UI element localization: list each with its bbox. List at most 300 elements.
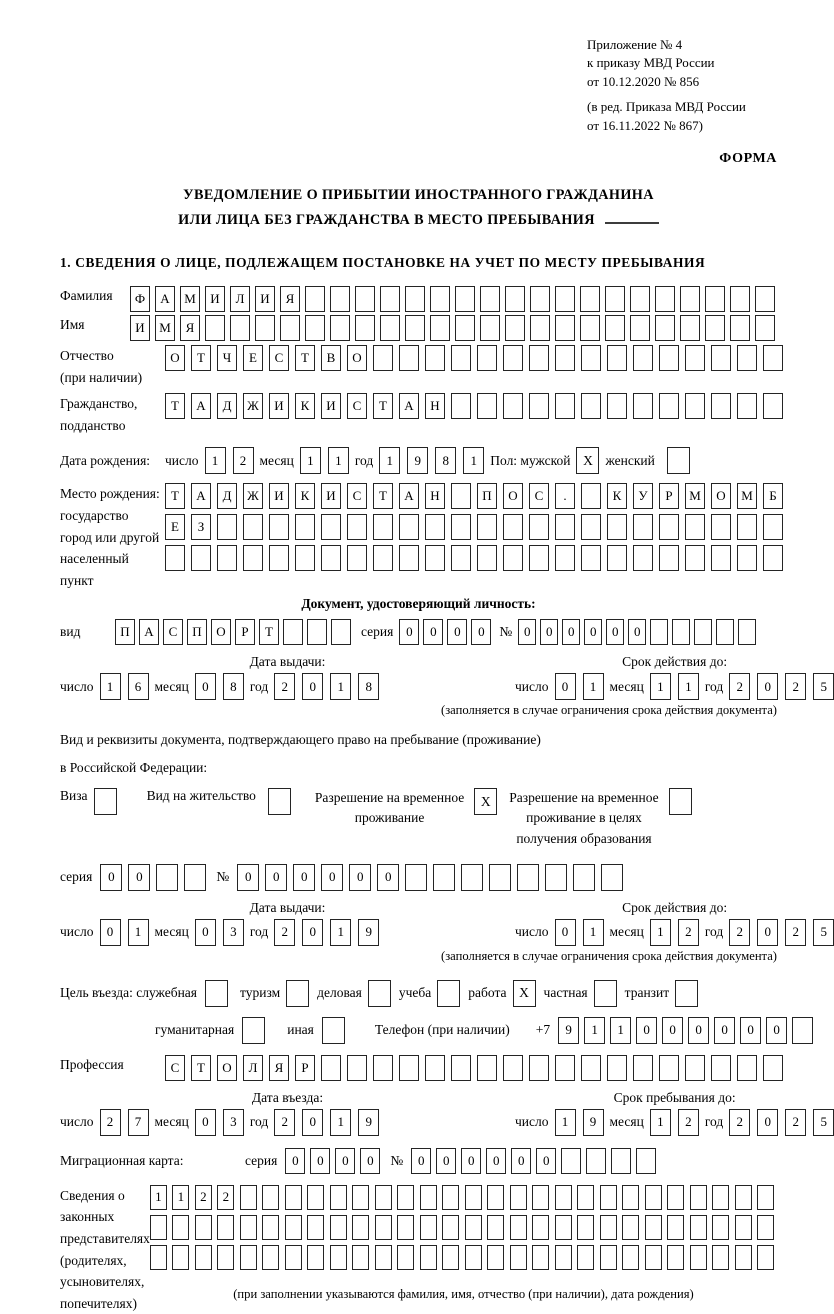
char-cell[interactable]: 3 bbox=[223, 1109, 244, 1136]
char-cell[interactable]: И bbox=[255, 286, 275, 312]
char-cell[interactable] bbox=[532, 1185, 549, 1210]
char-cell[interactable]: 0 bbox=[584, 619, 602, 645]
char-cell[interactable] bbox=[763, 393, 783, 419]
char-cell[interactable] bbox=[487, 1245, 504, 1270]
char-cell[interactable]: 0 bbox=[518, 619, 536, 645]
char-cell[interactable] bbox=[672, 619, 690, 645]
char-cell[interactable] bbox=[487, 1185, 504, 1210]
char-cell[interactable]: Т bbox=[295, 345, 315, 371]
char-cell[interactable] bbox=[659, 393, 679, 419]
checkbox-humanitarian[interactable] bbox=[242, 1017, 265, 1044]
char-cell[interactable] bbox=[690, 1185, 707, 1210]
char-cell[interactable] bbox=[737, 1055, 757, 1081]
char-cell[interactable]: 0 bbox=[757, 919, 778, 946]
char-cell[interactable]: 9 bbox=[358, 919, 379, 946]
char-cell[interactable]: У bbox=[633, 483, 653, 509]
char-cell[interactable] bbox=[305, 315, 325, 341]
char-cell[interactable]: 0 bbox=[302, 1109, 323, 1136]
char-cell[interactable]: 2 bbox=[274, 673, 295, 700]
char-cell[interactable] bbox=[530, 315, 550, 341]
char-cell[interactable]: Я bbox=[280, 286, 300, 312]
char-cell[interactable]: П bbox=[477, 483, 497, 509]
char-cell[interactable] bbox=[480, 286, 500, 312]
char-cell[interactable]: 1 bbox=[678, 673, 699, 700]
checkbox-private[interactable] bbox=[594, 980, 617, 1007]
char-cell[interactable]: С bbox=[347, 483, 367, 509]
char-cell[interactable] bbox=[730, 286, 750, 312]
char-cell[interactable] bbox=[420, 1215, 437, 1240]
char-cell[interactable] bbox=[191, 545, 211, 571]
char-cell[interactable] bbox=[397, 1215, 414, 1240]
char-cell[interactable] bbox=[352, 1215, 369, 1240]
char-cell[interactable]: 1 bbox=[583, 919, 604, 946]
char-cell[interactable]: 1 bbox=[650, 1109, 671, 1136]
char-cell[interactable] bbox=[433, 864, 455, 891]
char-cell[interactable] bbox=[763, 345, 783, 371]
char-cell[interactable] bbox=[465, 1245, 482, 1270]
char-cell[interactable] bbox=[581, 483, 601, 509]
char-cell[interactable]: П bbox=[115, 619, 135, 645]
char-cell[interactable]: 2 bbox=[217, 1185, 234, 1210]
char-cell[interactable] bbox=[690, 1245, 707, 1270]
char-cell[interactable] bbox=[243, 545, 263, 571]
char-cell[interactable] bbox=[217, 514, 237, 540]
char-cell[interactable] bbox=[529, 545, 549, 571]
char-cell[interactable]: К bbox=[295, 483, 315, 509]
char-cell[interactable] bbox=[529, 345, 549, 371]
char-cell[interactable]: 1 bbox=[555, 1109, 576, 1136]
char-cell[interactable] bbox=[150, 1245, 167, 1270]
checkbox-business[interactable] bbox=[368, 980, 391, 1007]
char-cell[interactable] bbox=[630, 286, 650, 312]
char-cell[interactable] bbox=[555, 315, 575, 341]
char-cell[interactable]: 0 bbox=[606, 619, 624, 645]
char-cell[interactable] bbox=[503, 393, 523, 419]
char-cell[interactable]: 0 bbox=[195, 1109, 216, 1136]
char-cell[interactable] bbox=[581, 393, 601, 419]
char-cell[interactable] bbox=[375, 1185, 392, 1210]
char-cell[interactable]: 0 bbox=[423, 619, 443, 645]
char-cell[interactable]: 2 bbox=[195, 1185, 212, 1210]
char-cell[interactable]: И bbox=[321, 483, 341, 509]
char-cell[interactable]: А bbox=[399, 393, 419, 419]
char-cell[interactable]: А bbox=[399, 483, 419, 509]
char-cell[interactable] bbox=[712, 1245, 729, 1270]
char-cell[interactable]: 3 bbox=[223, 919, 244, 946]
char-cell[interactable] bbox=[763, 1055, 783, 1081]
char-cell[interactable] bbox=[555, 514, 575, 540]
char-cell[interactable] bbox=[195, 1215, 212, 1240]
char-cell[interactable]: 8 bbox=[435, 447, 456, 474]
char-cell[interactable] bbox=[285, 1245, 302, 1270]
char-cell[interactable] bbox=[711, 1055, 731, 1081]
char-cell[interactable]: Т bbox=[165, 393, 185, 419]
char-cell[interactable] bbox=[503, 545, 523, 571]
char-cell[interactable] bbox=[184, 864, 206, 891]
char-cell[interactable] bbox=[607, 393, 627, 419]
char-cell[interactable] bbox=[240, 1245, 257, 1270]
char-cell[interactable]: 2 bbox=[233, 447, 254, 474]
char-cell[interactable]: 2 bbox=[274, 919, 295, 946]
char-cell[interactable]: 0 bbox=[195, 673, 216, 700]
char-cell[interactable] bbox=[532, 1215, 549, 1240]
char-cell[interactable]: 1 bbox=[379, 447, 400, 474]
char-cell[interactable] bbox=[757, 1215, 774, 1240]
char-cell[interactable] bbox=[685, 514, 705, 540]
char-cell[interactable]: 0 bbox=[302, 673, 323, 700]
char-cell[interactable]: Я bbox=[180, 315, 200, 341]
char-cell[interactable] bbox=[405, 286, 425, 312]
char-cell[interactable]: 0 bbox=[349, 864, 371, 891]
char-cell[interactable]: И bbox=[205, 286, 225, 312]
char-cell[interactable]: Т bbox=[259, 619, 279, 645]
char-cell[interactable]: 0 bbox=[285, 1148, 305, 1174]
char-cell[interactable]: 0 bbox=[636, 1017, 657, 1044]
char-cell[interactable] bbox=[352, 1185, 369, 1210]
char-cell[interactable] bbox=[755, 286, 775, 312]
char-cell[interactable] bbox=[716, 619, 734, 645]
char-cell[interactable] bbox=[399, 345, 419, 371]
char-cell[interactable]: 2 bbox=[274, 1109, 295, 1136]
char-cell[interactable]: Т bbox=[191, 1055, 211, 1081]
char-cell[interactable] bbox=[630, 315, 650, 341]
char-cell[interactable] bbox=[737, 393, 757, 419]
char-cell[interactable]: 0 bbox=[486, 1148, 506, 1174]
char-cell[interactable]: А bbox=[191, 393, 211, 419]
char-cell[interactable] bbox=[397, 1185, 414, 1210]
char-cell[interactable]: 1 bbox=[128, 919, 149, 946]
char-cell[interactable] bbox=[347, 514, 367, 540]
char-cell[interactable] bbox=[451, 393, 471, 419]
char-cell[interactable] bbox=[645, 1215, 662, 1240]
char-cell[interactable] bbox=[503, 345, 523, 371]
char-cell[interactable] bbox=[373, 1055, 393, 1081]
char-cell[interactable]: Ф bbox=[130, 286, 150, 312]
checkbox-tourism[interactable] bbox=[286, 980, 309, 1007]
char-cell[interactable] bbox=[425, 345, 445, 371]
char-cell[interactable] bbox=[607, 345, 627, 371]
char-cell[interactable] bbox=[405, 864, 427, 891]
char-cell[interactable]: 1 bbox=[584, 1017, 605, 1044]
char-cell[interactable]: О bbox=[165, 345, 185, 371]
char-cell[interactable] bbox=[373, 345, 393, 371]
char-cell[interactable] bbox=[480, 315, 500, 341]
char-cell[interactable]: М bbox=[155, 315, 175, 341]
char-cell[interactable] bbox=[705, 315, 725, 341]
char-cell[interactable] bbox=[607, 514, 627, 540]
char-cell[interactable]: 9 bbox=[558, 1017, 579, 1044]
char-cell[interactable] bbox=[680, 286, 700, 312]
char-cell[interactable]: Т bbox=[373, 393, 393, 419]
char-cell[interactable] bbox=[217, 545, 237, 571]
char-cell[interactable] bbox=[510, 1245, 527, 1270]
char-cell[interactable] bbox=[240, 1215, 257, 1240]
char-cell[interactable]: А bbox=[139, 619, 159, 645]
char-cell[interactable] bbox=[321, 545, 341, 571]
char-cell[interactable] bbox=[737, 514, 757, 540]
char-cell[interactable] bbox=[763, 545, 783, 571]
char-cell[interactable] bbox=[600, 1215, 617, 1240]
char-cell[interactable] bbox=[477, 514, 497, 540]
checkbox-female[interactable] bbox=[667, 447, 690, 474]
char-cell[interactable] bbox=[659, 514, 679, 540]
char-cell[interactable] bbox=[555, 1215, 572, 1240]
char-cell[interactable]: 1 bbox=[330, 1109, 351, 1136]
char-cell[interactable] bbox=[580, 315, 600, 341]
char-cell[interactable] bbox=[399, 1055, 419, 1081]
char-cell[interactable]: Т bbox=[191, 345, 211, 371]
char-cell[interactable] bbox=[510, 1185, 527, 1210]
char-cell[interactable]: 0 bbox=[293, 864, 315, 891]
char-cell[interactable] bbox=[577, 1185, 594, 1210]
char-cell[interactable] bbox=[285, 1185, 302, 1210]
checkbox-official[interactable] bbox=[205, 980, 228, 1007]
char-cell[interactable] bbox=[405, 315, 425, 341]
char-cell[interactable] bbox=[373, 514, 393, 540]
char-cell[interactable] bbox=[645, 1245, 662, 1270]
char-cell[interactable] bbox=[685, 545, 705, 571]
char-cell[interactable] bbox=[230, 315, 250, 341]
char-cell[interactable] bbox=[636, 1148, 656, 1174]
char-cell[interactable]: 0 bbox=[714, 1017, 735, 1044]
char-cell[interactable]: 1 bbox=[583, 673, 604, 700]
char-cell[interactable] bbox=[477, 545, 497, 571]
char-cell[interactable]: О bbox=[211, 619, 231, 645]
char-cell[interactable] bbox=[655, 286, 675, 312]
char-cell[interactable] bbox=[330, 1215, 347, 1240]
char-cell[interactable]: Т bbox=[165, 483, 185, 509]
char-cell[interactable] bbox=[685, 1055, 705, 1081]
char-cell[interactable] bbox=[461, 864, 483, 891]
char-cell[interactable]: М bbox=[685, 483, 705, 509]
char-cell[interactable] bbox=[505, 315, 525, 341]
char-cell[interactable] bbox=[262, 1245, 279, 1270]
char-cell[interactable]: 0 bbox=[335, 1148, 355, 1174]
char-cell[interactable]: С bbox=[163, 619, 183, 645]
char-cell[interactable]: 0 bbox=[195, 919, 216, 946]
char-cell[interactable] bbox=[399, 514, 419, 540]
char-cell[interactable]: П bbox=[187, 619, 207, 645]
char-cell[interactable] bbox=[430, 286, 450, 312]
char-cell[interactable] bbox=[165, 545, 185, 571]
char-cell[interactable] bbox=[633, 393, 653, 419]
char-cell[interactable] bbox=[586, 1148, 606, 1174]
char-cell[interactable] bbox=[730, 315, 750, 341]
checkbox-residence-permit[interactable] bbox=[268, 788, 291, 815]
char-cell[interactable]: Т bbox=[373, 483, 393, 509]
char-cell[interactable] bbox=[477, 345, 497, 371]
char-cell[interactable]: 5 bbox=[813, 673, 834, 700]
char-cell[interactable] bbox=[397, 1245, 414, 1270]
char-cell[interactable] bbox=[380, 315, 400, 341]
char-cell[interactable] bbox=[605, 315, 625, 341]
char-cell[interactable] bbox=[680, 315, 700, 341]
char-cell[interactable] bbox=[420, 1245, 437, 1270]
char-cell[interactable] bbox=[331, 619, 351, 645]
checkbox-male[interactable]: X bbox=[576, 447, 599, 474]
char-cell[interactable] bbox=[285, 1215, 302, 1240]
char-cell[interactable]: 1 bbox=[650, 919, 671, 946]
char-cell[interactable] bbox=[262, 1185, 279, 1210]
char-cell[interactable] bbox=[659, 345, 679, 371]
char-cell[interactable] bbox=[240, 1185, 257, 1210]
char-cell[interactable]: 0 bbox=[321, 864, 343, 891]
char-cell[interactable]: Б bbox=[763, 483, 783, 509]
char-cell[interactable] bbox=[307, 1185, 324, 1210]
char-cell[interactable]: 5 bbox=[813, 919, 834, 946]
char-cell[interactable]: 0 bbox=[662, 1017, 683, 1044]
char-cell[interactable] bbox=[600, 1245, 617, 1270]
char-cell[interactable] bbox=[330, 286, 350, 312]
char-cell[interactable] bbox=[705, 286, 725, 312]
char-cell[interactable]: 1 bbox=[610, 1017, 631, 1044]
char-cell[interactable] bbox=[763, 514, 783, 540]
char-cell[interactable]: 2 bbox=[785, 919, 806, 946]
char-cell[interactable]: Р bbox=[295, 1055, 315, 1081]
char-cell[interactable]: 0 bbox=[100, 919, 121, 946]
char-cell[interactable]: Н bbox=[425, 483, 445, 509]
char-cell[interactable]: Е bbox=[165, 514, 185, 540]
char-cell[interactable] bbox=[455, 286, 475, 312]
char-cell[interactable]: 1 bbox=[205, 447, 226, 474]
char-cell[interactable] bbox=[605, 286, 625, 312]
char-cell[interactable]: 2 bbox=[678, 919, 699, 946]
char-cell[interactable] bbox=[581, 345, 601, 371]
char-cell[interactable]: 0 bbox=[436, 1148, 456, 1174]
char-cell[interactable] bbox=[529, 393, 549, 419]
char-cell[interactable] bbox=[156, 864, 178, 891]
char-cell[interactable] bbox=[757, 1245, 774, 1270]
char-cell[interactable]: И bbox=[269, 393, 289, 419]
char-cell[interactable] bbox=[150, 1215, 167, 1240]
char-cell[interactable] bbox=[659, 545, 679, 571]
char-cell[interactable] bbox=[577, 1245, 594, 1270]
checkbox-transit[interactable] bbox=[675, 980, 698, 1007]
char-cell[interactable] bbox=[269, 545, 289, 571]
char-cell[interactable]: 0 bbox=[471, 619, 491, 645]
char-cell[interactable] bbox=[283, 619, 303, 645]
char-cell[interactable]: 0 bbox=[360, 1148, 380, 1174]
char-cell[interactable]: 1 bbox=[328, 447, 349, 474]
char-cell[interactable]: И bbox=[269, 483, 289, 509]
char-cell[interactable] bbox=[195, 1245, 212, 1270]
char-cell[interactable]: 0 bbox=[540, 619, 558, 645]
char-cell[interactable] bbox=[375, 1215, 392, 1240]
char-cell[interactable] bbox=[442, 1215, 459, 1240]
char-cell[interactable]: К bbox=[295, 393, 315, 419]
char-cell[interactable]: 0 bbox=[555, 673, 576, 700]
char-cell[interactable] bbox=[330, 315, 350, 341]
char-cell[interactable] bbox=[735, 1215, 752, 1240]
char-cell[interactable]: Я bbox=[269, 1055, 289, 1081]
char-cell[interactable]: 2 bbox=[729, 919, 750, 946]
char-cell[interactable]: О bbox=[711, 483, 731, 509]
char-cell[interactable]: 1 bbox=[150, 1185, 167, 1210]
char-cell[interactable]: 7 bbox=[128, 1109, 149, 1136]
char-cell[interactable]: 9 bbox=[407, 447, 428, 474]
checkbox-temp-residence-edu[interactable] bbox=[669, 788, 692, 815]
char-cell[interactable]: Д bbox=[217, 483, 237, 509]
char-cell[interactable] bbox=[430, 315, 450, 341]
char-cell[interactable]: 8 bbox=[223, 673, 244, 700]
char-cell[interactable] bbox=[451, 514, 471, 540]
char-cell[interactable] bbox=[607, 545, 627, 571]
char-cell[interactable] bbox=[451, 545, 471, 571]
char-cell[interactable]: Л bbox=[243, 1055, 263, 1081]
char-cell[interactable] bbox=[425, 514, 445, 540]
checkbox-other[interactable] bbox=[322, 1017, 345, 1044]
char-cell[interactable] bbox=[217, 1245, 234, 1270]
char-cell[interactable]: 0 bbox=[302, 919, 323, 946]
char-cell[interactable] bbox=[655, 315, 675, 341]
char-cell[interactable] bbox=[517, 864, 539, 891]
char-cell[interactable] bbox=[757, 1185, 774, 1210]
char-cell[interactable]: И bbox=[130, 315, 150, 341]
char-cell[interactable] bbox=[510, 1215, 527, 1240]
char-cell[interactable] bbox=[530, 286, 550, 312]
char-cell[interactable] bbox=[667, 1245, 684, 1270]
char-cell[interactable]: 9 bbox=[583, 1109, 604, 1136]
char-cell[interactable] bbox=[399, 545, 419, 571]
char-cell[interactable] bbox=[347, 545, 367, 571]
char-cell[interactable]: 0 bbox=[628, 619, 646, 645]
char-cell[interactable] bbox=[555, 1185, 572, 1210]
char-cell[interactable] bbox=[735, 1185, 752, 1210]
char-cell[interactable]: 0 bbox=[128, 864, 150, 891]
char-cell[interactable]: И bbox=[321, 393, 341, 419]
char-cell[interactable] bbox=[622, 1245, 639, 1270]
char-cell[interactable]: Р bbox=[235, 619, 255, 645]
char-cell[interactable] bbox=[487, 1215, 504, 1240]
char-cell[interactable]: 0 bbox=[740, 1017, 761, 1044]
char-cell[interactable]: 8 bbox=[358, 673, 379, 700]
char-cell[interactable] bbox=[581, 545, 601, 571]
char-cell[interactable] bbox=[622, 1215, 639, 1240]
char-cell[interactable] bbox=[650, 619, 668, 645]
char-cell[interactable] bbox=[425, 1055, 445, 1081]
char-cell[interactable] bbox=[601, 864, 623, 891]
char-cell[interactable] bbox=[694, 619, 712, 645]
char-cell[interactable] bbox=[561, 1148, 581, 1174]
char-cell[interactable]: 5 bbox=[813, 1109, 834, 1136]
char-cell[interactable]: 2 bbox=[785, 1109, 806, 1136]
char-cell[interactable]: 1 bbox=[463, 447, 484, 474]
char-cell[interactable]: 1 bbox=[100, 673, 121, 700]
char-cell[interactable] bbox=[792, 1017, 813, 1044]
char-cell[interactable]: 0 bbox=[562, 619, 580, 645]
char-cell[interactable]: 1 bbox=[300, 447, 321, 474]
char-cell[interactable]: 0 bbox=[399, 619, 419, 645]
char-cell[interactable]: 0 bbox=[461, 1148, 481, 1174]
char-cell[interactable]: С bbox=[269, 345, 289, 371]
char-cell[interactable] bbox=[455, 315, 475, 341]
char-cell[interactable] bbox=[489, 864, 511, 891]
char-cell[interactable]: Д bbox=[217, 393, 237, 419]
char-cell[interactable] bbox=[465, 1215, 482, 1240]
char-cell[interactable] bbox=[442, 1245, 459, 1270]
char-cell[interactable] bbox=[555, 545, 575, 571]
char-cell[interactable] bbox=[555, 1055, 575, 1081]
char-cell[interactable] bbox=[451, 345, 471, 371]
char-cell[interactable] bbox=[307, 1215, 324, 1240]
char-cell[interactable] bbox=[581, 514, 601, 540]
char-cell[interactable] bbox=[355, 286, 375, 312]
char-cell[interactable] bbox=[451, 1055, 471, 1081]
char-cell[interactable] bbox=[667, 1185, 684, 1210]
char-cell[interactable]: 9 bbox=[358, 1109, 379, 1136]
char-cell[interactable] bbox=[307, 619, 327, 645]
char-cell[interactable]: 0 bbox=[511, 1148, 531, 1174]
